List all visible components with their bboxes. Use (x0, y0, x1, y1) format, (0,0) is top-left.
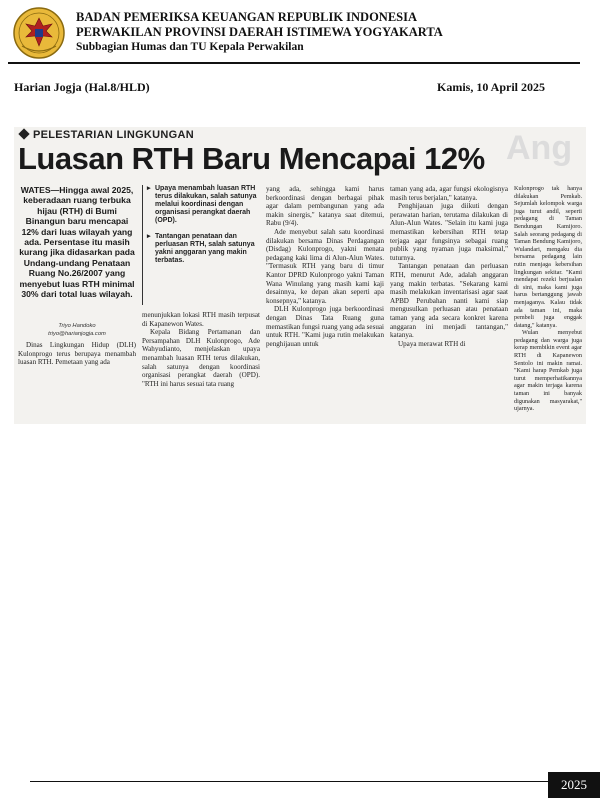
byline-email: triyo@harianjogja.com (48, 330, 106, 337)
article-headline: Luasan RTH Baru Mencapai 12% (18, 141, 485, 176)
newspaper-clipping (14, 127, 586, 424)
paragraph: Kepala Bidang Pertamanan dan Persampahan DLH Kulonprogo, Ade Wahyudianto, menjelaskan upaya menambah luasan RTH terus dilakukan, salah satunya dengan koordinasi organisasi perangkat daerah (OPD). "RTH ini harus sesuai tata ruang (142, 328, 260, 388)
background-text: Ang (506, 129, 573, 167)
org-line-1: BADAN PEMERIKSA KEUANGAN REPUBLIK INDONESIA (76, 10, 418, 24)
column-4-body (390, 185, 508, 348)
org-line-2: PERWAKILAN PROVINSI DAERAH ISTIMEWA YOGYAKARTA (76, 25, 443, 39)
column-5-body (514, 185, 582, 413)
column-1-body (18, 341, 136, 367)
article-kicker (20, 129, 194, 141)
article-byline (18, 323, 136, 338)
paragraph: yang ada, sehingga kami harus berkoordinasi dengan berbagai pihak agar dalam pembangunan yang ada makin sinergis," katanya saat ditemui, Rabu (9/4). (266, 185, 384, 228)
org-line-3: Subbagian Humas dan TU Kepala Perwakilan (76, 41, 304, 53)
paragraph: Dinas Lingkungan Hidup (DLH) Kulonprogo terus berupaya menambah luasan RTH. Pemetaan yang ada (18, 341, 136, 367)
paragraph: menunjukkan lokasi RTH masih terpusat di Kapanewon Wates. (142, 311, 260, 328)
highlight-item-2: ▸ Tantangan penataan dan perluasan RTH, salah satunya yakni anggaran yang makin terbatas. (147, 233, 260, 265)
year-badge: 2025 (548, 772, 600, 798)
kicker-text: PELESTARIAN LINGKUNGAN (33, 129, 195, 141)
header-divider (8, 62, 580, 64)
garuda-seal-icon (12, 6, 66, 60)
article-lead: WATES—Hingga awal 2025, keberadaan ruang terbuka hijau (RTH) di Bumi Binangun baru mencapai 12% dari luas wilayah yang ada. Persentase itu masih kurang jika didasarkan pada Undang-undang Penataan Ruang No.26/2007 yang menyebut luas RTH minimal 30% dari total luas wilayah. (19, 185, 135, 300)
paragraph: Kulonprogo tak hanya dilakukan Pemkab. Sejumlah kelompok warga juga turut andil, seperti pedagang di Taman Bendungan Kamijoro. Salah seorang pedagang di Taman Bendung Kamijoro, Wulandari, mengaku dia bersama pedagang lain rutin menjaga kebersihan lingkungan sekitar. "Kami mendapat rezeki berjualan di sini, maka kami juga harus bertanggung jawab menjaganya. Kalau tidak ada taman ini, maka pembeli juga enggak datang," katanya. (514, 185, 582, 329)
paragraph: Wulan menyebut pedagang dan warga juga kerap membikin event agar RTH di Kapanewon Sentolo ini makin ramai. "Kami harap Pemkab juga turut memperhatikannya agar makin terjaga karena taman ini banyak digunakan masyarakat," ujarnya. (514, 329, 582, 413)
source-label: Harian Jogja (Hal.8/HLD) (14, 80, 150, 94)
paragraph: Tantangan penataan dan perluasan RTH, menurut Ade, adalah anggaran yang makin terbatas. "Sekarang kami masih melakukan inventarisasi agar saat APBD Perubahan nanti kami siap mengusulkan perluasan atau penataan taman yang ada secara konkret karena anggaran ini menjadi tantangan," katanya. (390, 262, 508, 340)
paragraph: taman yang ada, agar fungsi ekologisnya masih terus berjalan," katanya. (390, 185, 508, 202)
paragraph: Upaya merawat RTH di (398, 339, 466, 348)
byline-name: Triyo Handoko (58, 323, 96, 329)
diamond-bullet-icon (18, 128, 29, 139)
footer-divider (30, 781, 560, 782)
column-2-body (142, 311, 260, 388)
column-3-body (266, 185, 384, 348)
organization-name (76, 10, 443, 55)
letterhead (12, 6, 592, 60)
highlights-box (142, 185, 260, 305)
paragraph: DLH Kulonprogo juga berkoordinasi dengan Dinas Tata Ruang guna memastikan fungsi ruang yang ada sesuai untuk RTH. "Kami juga rutin melakukan penghijauan untuk (266, 305, 384, 348)
paragraph: Ade menyebut salah satu koordinasi dilakukan bersama Dinas Perdagangan (Disdag) Kulonprogo, yakni menata pedagang kaki lima di Alun-Alun Wates. "Termasuk RTH yang baru di timur Kantor DPRD Kulonprogo yakni Taman Wana Winulang yang masih kami kaji desainnya, ke depan akan seperti apa konsepnya," katanya. (266, 227, 384, 305)
highlight-item-1: ▸ Upaya menambah luasan RTH terus dilakukan, salah satunya melalui koordinasi dengan organisasi perangkat daerah (OPD). (147, 185, 260, 225)
paragraph: Penghijauan juga diikuti dengan perawatan harian, terutama dilakukan di Alun-Alun Wates. "Selain itu kami juga memastikan kebersihan RTH tetap terjaga agar fungsinya sebagai ruang publik yang nyaman juga maksimal," tuturnya. (390, 202, 508, 262)
date-label: Kamis, 10 April 2025 (436, 80, 545, 94)
